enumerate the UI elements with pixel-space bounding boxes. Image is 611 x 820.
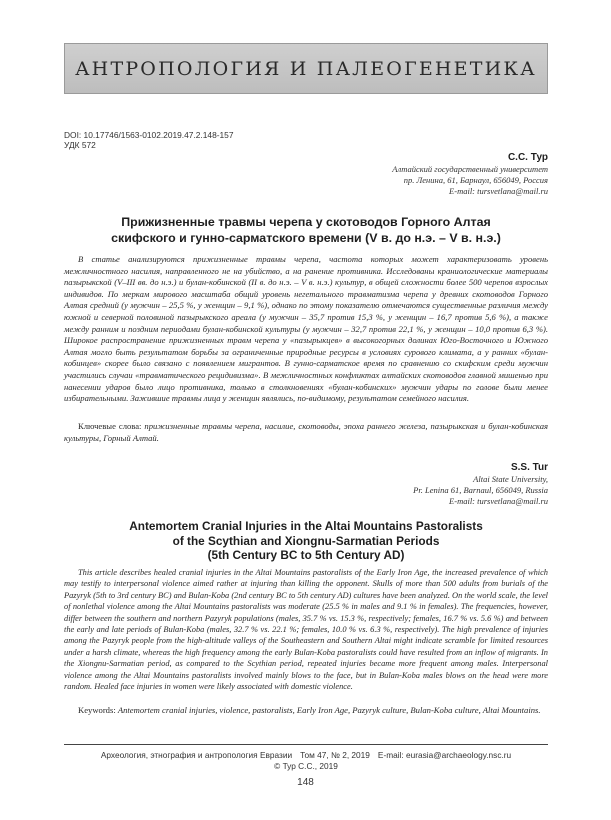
ru-affiliation-line: Алтайский государственный университет xyxy=(392,164,548,174)
ru-email: E-mail: tursvetlana@mail.ru xyxy=(449,186,548,196)
en-author: S.S. Tur xyxy=(510,462,548,473)
en-title-line: of the Scythian and Xiongnu-Sarmatian Periods xyxy=(172,533,440,548)
ru-title-line: Прижизненные травмы черепа у скотоводов Горного Алтая xyxy=(121,215,491,229)
en-email: E-mail: tursvetlana@mail.ru xyxy=(449,496,548,506)
en-abstract: This article describes healed cranial injuries in the Altai Mountains pastoralists of the Early Iron Age, the increased prevalence of which may testify to interpersonal violence aimed rather at injuring than killing the opponent. Skulls of more than 500 adults from burials of the Pazyryk (5th to 3rd century BC) and Bulan-Koba (2nd century BC to 5th century AD) cultures have been analyzed. On the world scale, the level of nonlethal violence among the Altai Mountains pastoralists was moderate (25.5 % in males and 9.1 % in females). The frequencies, however, differ between the southern and northern Pazyryk populations (males, 35.7 % vs. 15.3 %, respectively; females, 16.7 % vs. 5.6 %) and between the early and late periods of Bulan-Koba (males, 32.7 % vs. 22.1 %; females, 10.0 % vs. 6.3 %, respectively). The high prevalence of injuries among the Pazyryk people from the high-altitude valleys of the Southeastern and Southern Altai might indicate scramble for limited resources under a harsh climate, whereas the high frequency among the early Bulan-Koba pastoralists could have resulted from an inflow of migrants. In the Xiongnu-Sarmatian period, as compared to the Scythian period, repeated injuries became more frequent among males. Interpersonal violence among the Altai Mountains pastoralists involved mainly blows to the face, but in Bulan-Koba males blows on the head were more random. Healed face injuries in women were likely associated with domestic violence. xyxy=(64,568,548,692)
section-title: АНТРОПОЛОГИЯ И ПАЛЕОГЕНЕТИКА xyxy=(75,57,537,80)
en-affiliation-line: Pr. Lenina 61, Barnaul, 656049, Russia xyxy=(413,485,548,495)
en-author-block xyxy=(413,461,548,507)
page-footer xyxy=(64,750,548,772)
journal-name: Археология, этнография и антропология Евразии xyxy=(100,750,293,760)
ru-keywords-text: прижизненные травмы черепа, насилие, скотоводы, эпоха раннего железа, пазырыкская и булан-кобинская культуры, Горный Алтай. xyxy=(64,421,548,443)
ru-keywords-label: Ключевые слова: xyxy=(78,421,142,431)
ru-author: С.С. Тур xyxy=(507,152,548,163)
footer-rule xyxy=(64,744,548,745)
en-article-title xyxy=(64,519,548,563)
doi-block xyxy=(64,130,234,150)
en-keywords-label: Keywords: xyxy=(78,705,116,715)
ru-article-title xyxy=(64,214,548,246)
en-keywords xyxy=(64,705,548,717)
en-title-line: Antemortem Cranial Injuries in the Altai Mountains Pastoralists xyxy=(129,519,483,533)
section-banner xyxy=(64,43,548,94)
en-title-line: (5th Century BC to 5th Century AD) xyxy=(207,548,405,562)
copyright: © Тур С.С., 2019 xyxy=(274,761,338,771)
ru-affiliation-line: пр. Ленина, 61, Барнаул, 656049, Россия xyxy=(403,175,548,185)
en-keywords-text: Antemortem cranial injuries, violence, pastoralists, Early Iron Age, Pazyryk culture, Bulan-Koba culture, Altai Mountains. xyxy=(117,705,541,715)
ru-abstract: В статье анализируются прижизненные травмы черепа, частота которых может характеризовать уровень межличностного насилия, направленного не на убийство, а на ранение противника. Исследованы краниологические материалы пазырыкской (V–III вв. до н.э.) и булан-кобинской (II в. до н.э. – V в. н.э.) культур, в общей сложности более 500 черепов взрослых индивидов. По меркам мирового масштаба общий уровень негетального травматизма черепа у древних скотоводов Горного Алтая средний (у мужчин – 25,5 %, у женщин – 9,1 %), однако по этому показателю отмечаются существенные различия между южной и северной половиной пазырыкского ареала (у мужчин – 35,7 против 15,3 %, у женщин – 16,7 против 5,6 %), а также между ранним и поздним периодами булан-кобинской культуры (у мужчин – 32,7 против 22,1 %, у женщин – 10,0 против 6,3 %). Широкое распространение прижизненных травм черепа у «пазырыкцев» в высокогорных долинах Юго-Восточного и Южного Алтая могло быть результатом борьбы за ограниченные природные ресурсы в условиях сурового климата, а у ранних «булан-кобинцев» скорее было связано с появлением мигрантов. В гунно-сарматское время по сравнению со скифским среди мужчин участились случаи «травматического рецидивизма». В межличностных конфликтах алтайских скотоводов главной мишенью при нанесении ударов было лицо противника, только в столкновениях «булан-кобинских» мужчин удары по голове были менее избирательными. Зажившие травмы лица у женщин являлись, по-видимому, результатом семейного насилия. xyxy=(64,254,548,404)
ru-title-line: скифского и гунно-сарматского времени (V в. до н.э. – V в. н.э.) xyxy=(111,231,501,245)
ru-keywords xyxy=(64,421,548,444)
ru-author-block xyxy=(392,151,548,197)
journal-email: E-mail: eurasia@archaeology.nsc.ru xyxy=(377,750,512,760)
journal-volume: Том 47, № 2, 2019 xyxy=(300,750,370,760)
page-number: 148 xyxy=(297,777,314,788)
en-affiliation-line: Altai State University, xyxy=(473,474,548,484)
udk: УДК 572 xyxy=(64,140,96,150)
doi: DOI: 10.17746/1563-0102.2019.47.2.148-157 xyxy=(64,130,234,140)
